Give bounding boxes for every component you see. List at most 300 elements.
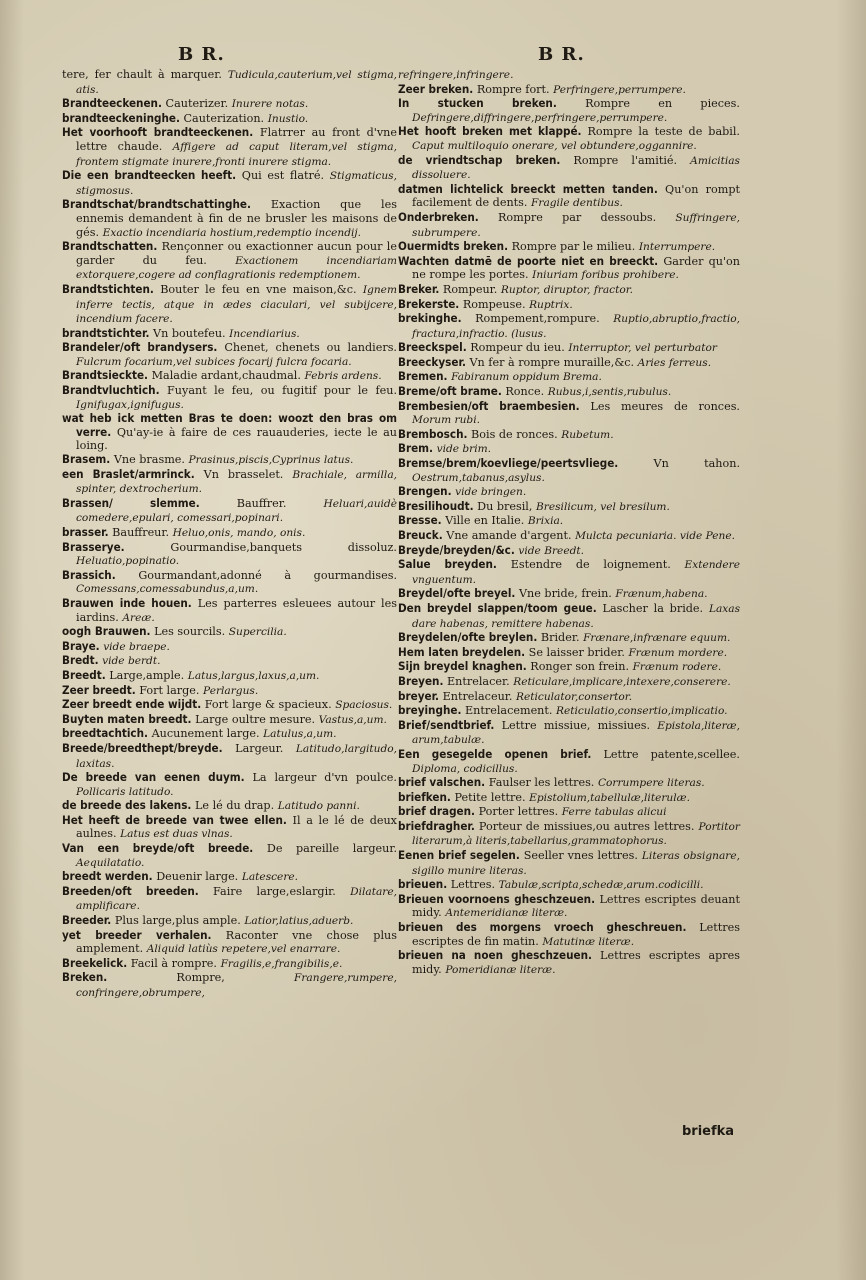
latin-gloss: vide Breedt. [518, 544, 584, 557]
headword: Zeer breedt. [62, 682, 136, 697]
headword: Zeer breken. [398, 81, 474, 96]
french-gloss: Rompre l'amitié. [573, 153, 678, 167]
headword: Brassich. [62, 567, 116, 582]
dictionary-entry [398, 341, 740, 356]
french-gloss: Large,ample. [109, 668, 185, 682]
headword: Brandtvluchtich. [62, 383, 160, 398]
dictionary-entry [62, 625, 397, 640]
headword: breedtachtich. [62, 726, 148, 741]
french-gloss: Rençonner ou exactionner aucun pour le garder du feu. [76, 240, 397, 267]
headword: datmen lichtelick breeckt metten tanden. [398, 181, 658, 196]
french-gloss: Rompeur. [442, 282, 498, 296]
headword: Bredt. [62, 653, 99, 668]
headword: Brembesien/oft braembesien. [398, 398, 580, 413]
headword: Het heeft de breede van twee ellen. [62, 812, 287, 827]
dictionary-entry [398, 514, 740, 529]
headword: Breeckspel. [398, 340, 467, 355]
latin-gloss: Extendere vnguentum. [412, 559, 740, 586]
dictionary-entry [62, 169, 397, 198]
latin-gloss: Incendiarius. [229, 327, 300, 340]
dictionary-entry [62, 654, 397, 669]
french-gloss: Flatrrer au front d'vne lettre chaude. [76, 126, 397, 153]
dictionary-entry [62, 526, 397, 541]
dictionary-entry [398, 529, 740, 544]
french-gloss: Lettres escriptes apres midy. [412, 949, 741, 976]
french-gloss: Gourmandise,banquets dissoluz. [170, 540, 397, 554]
latin-gloss: Ferre tabulas alicui [561, 806, 667, 819]
latin-gloss: Spaciosus. [335, 699, 393, 712]
latin-gloss: Suffringere, subrumpere. [412, 211, 740, 239]
french-gloss: Fort large & spacieux. [204, 698, 332, 712]
french-gloss: Les parterres esleuees autour les iardins. [76, 596, 397, 624]
latin-gloss: Brixia. [527, 515, 564, 528]
headword: Zeer breedt ende wijdt. [62, 697, 202, 712]
headword: Breydelen/ofte breylen. [398, 630, 538, 645]
dictionary-entry [398, 97, 740, 125]
dictionary-entry [62, 684, 397, 699]
latin-gloss: Ruptor, diruptor, fractor. [500, 283, 633, 296]
french-gloss: Exaction que les ennemis demandent à fin de ne brusler les maisons de gés. [76, 198, 397, 239]
latin-gloss: Prasinus,piscis,Cyprinus latus. [188, 454, 354, 467]
french-gloss: Vn brasselet. [203, 467, 284, 481]
headword: Het voorhooft brandteeckenen. [62, 125, 254, 140]
dictionary-entry [398, 921, 740, 949]
french-gloss: Lettres escriptes de fin matin. [412, 921, 740, 948]
dictionary-entry [398, 878, 740, 893]
headword: Die een brandteecken heeft. [62, 168, 237, 183]
french-gloss: La largeur d'vn poulce. [252, 771, 397, 785]
latin-gloss: Morum rubi. [412, 414, 480, 427]
french-gloss: Maladie ardant,chaudmal. [151, 369, 301, 383]
right-column [398, 68, 740, 977]
headword: Bremse/brem/koevliege/peertsvliege. [398, 456, 619, 471]
dictionary-entry [398, 791, 740, 806]
latin-gloss: Fabiranum oppidum Brema. [451, 371, 602, 384]
french-gloss: Faire large,eslargir. [213, 884, 336, 898]
headword: Breme/oft brame. [398, 384, 502, 399]
dictionary-entry [62, 283, 397, 327]
dictionary-entry [62, 68, 397, 97]
dictionary-entry [398, 690, 740, 705]
headword: Brengen. [398, 484, 452, 499]
catchword: briefka [682, 1124, 735, 1139]
headword: Sijn breydel knaghen. [398, 659, 527, 674]
dictionary-entry [398, 255, 740, 283]
headword: Brandtstichten. [62, 281, 154, 296]
dictionary-entry [62, 369, 397, 384]
headword: brekinghe. [398, 311, 462, 326]
french-gloss: Lettre missiue, missiues. [501, 718, 651, 732]
headword: yet breeder verhalen. [62, 927, 212, 942]
dictionary-entry [398, 776, 740, 791]
french-gloss: Bois de ronces. [471, 427, 558, 441]
french-gloss: Vn boutefeu. [153, 326, 226, 340]
headword: oogh Brauwen. [62, 624, 151, 639]
headword: briefdragher. [398, 818, 475, 833]
french-gloss: Bouter le feu en vne maison,&c. [160, 282, 357, 296]
french-gloss: Porter lettres. [478, 805, 559, 819]
latin-gloss: Fulcrum focarium,vel subices focarij fulcra focaria. [76, 355, 352, 368]
dictionary-entry [62, 669, 397, 684]
latin-gloss: Latus est duas vlnas. [120, 828, 233, 841]
headword: Brieuen voornoens gheschzeuen. [398, 891, 596, 906]
headword: Breede/breedthept/breyde. [62, 740, 223, 755]
latin-gloss: Corrumpere literas. [597, 777, 705, 790]
french-gloss: Ronger son frein. [530, 660, 630, 674]
latin-gloss: Dilatare, amplificare. [76, 885, 397, 913]
headword: Breken. [62, 970, 108, 985]
running-head-right: B R. [538, 44, 585, 65]
dictionary-entry [62, 885, 397, 914]
latin-gloss: Iniuriam foribus prohibere. [532, 269, 679, 282]
latin-gloss: vide braepe. [103, 640, 170, 653]
french-gloss: Rompement,rompure. [475, 312, 600, 326]
latin-gloss: Latitudo,largitudo, laxitas. [76, 742, 398, 770]
french-gloss: Estendre de loignement. [510, 558, 671, 572]
latin-gloss: Frænum rodere. [632, 661, 722, 674]
latin-gloss: Inurere notas. [231, 98, 309, 111]
french-gloss: Rompre en pieces. [585, 97, 740, 111]
dictionary-entry [398, 675, 740, 690]
headword: Hem laten breydelen. [398, 644, 526, 659]
french-gloss: Entrelaceur. [442, 689, 513, 703]
headword: de breede des lakens. [62, 798, 192, 813]
headword: Het hooft breken met klappé. [398, 124, 582, 139]
french-gloss: Gourmandant,adonné à gourmandises. [138, 568, 398, 582]
latin-gloss: Portitor literarum,à literis,tabellarius,grammatophorus. [412, 820, 740, 848]
latin-gloss: Oestrum,tabanus,asylus. [412, 471, 545, 484]
latin-gloss: Vastus,a,um. [318, 713, 387, 726]
dictionary-entry [62, 870, 397, 885]
french-gloss: Vne brasme. [113, 453, 185, 467]
dictionary-entry [62, 640, 397, 655]
latin-gloss: Reticulator,consertor. [516, 690, 633, 703]
latin-gloss: Heluari,auidè comedere,epulari, comessari,popinari. [76, 497, 397, 525]
french-gloss: Le lé du drap. [194, 799, 275, 813]
dictionary-entry [398, 83, 740, 98]
dictionary-entry [62, 569, 397, 597]
dictionary-entry [398, 154, 740, 183]
latin-gloss: Laxas dare habenas, remittere habenas. [412, 602, 741, 630]
french-gloss: Lettre patente,scellee. [603, 747, 740, 761]
dictionary-entry [398, 125, 740, 153]
french-gloss: Rompre, [176, 971, 225, 985]
dictionary-entry [398, 719, 740, 748]
headword: Braye. [62, 638, 100, 653]
french-gloss: Qu'on rompt facilement de dents. [412, 182, 740, 210]
latin-gloss: Heluatio,popinatio. [76, 555, 180, 568]
dictionary-entry [398, 385, 740, 400]
latin-gloss: Febris ardens. [304, 370, 382, 383]
french-gloss: Entrelacer. [447, 674, 510, 688]
headword: Brandtschat/brandtschattinghe. [62, 197, 251, 212]
dictionary-entry [398, 748, 740, 776]
french-gloss: Vn tahon. [653, 457, 740, 471]
headword: Brasem. [62, 452, 111, 467]
headword: De breede van eenen duym. [62, 770, 245, 785]
headword: briefken. [398, 789, 451, 804]
dictionary-entry [398, 68, 740, 83]
french-gloss: Fort large. [139, 683, 200, 697]
french-gloss: Seeller vnes lettres. [523, 849, 638, 863]
headword: Een gesegelde openen brief. [398, 746, 592, 761]
headword: wat heb ick metten Bras te doen: woozt den bras om verre. [62, 411, 397, 439]
dictionary-entry [62, 771, 397, 799]
latin-gloss: Rubus,i,sentis,rubulus. [547, 386, 672, 399]
latin-gloss: Frænare,infrænare equum. [583, 632, 731, 645]
latin-gloss: Tabulæ,scripta,schedæ,arum.codicilli. [498, 879, 704, 892]
headword: Buyten maten breedt. [62, 711, 192, 726]
dictionary-entry [62, 240, 397, 283]
french-gloss: Du bresil, [477, 499, 533, 513]
dictionary-entry [62, 412, 397, 453]
dictionary-entry [398, 646, 740, 661]
latin-gloss: Brachiale, armilla, spinter, dextrocherium. [76, 468, 398, 496]
dictionary-entry [398, 428, 740, 443]
french-gloss: Large oultre mesure. [195, 712, 316, 726]
french-gloss: Ronce. [505, 385, 545, 399]
french-gloss: De pareille largeur. [266, 842, 398, 856]
french-gloss: Il a le lé de deux aulnes. [76, 813, 397, 841]
french-gloss: Fuyant le feu, ou fugitif pour le feu. [167, 384, 398, 398]
latin-gloss: Reticulare,implicare,intexere,conserere. [513, 675, 731, 688]
latin-gloss: Frænum mordere. [628, 646, 728, 659]
dictionary-entry [398, 485, 740, 500]
dictionary-entry [398, 631, 740, 646]
headword: Breyde/breyden/&c. [398, 542, 515, 557]
headword: Brassen/ slemme. [62, 495, 200, 510]
latin-gloss: Fragilis,e,frangibilis,e. [220, 957, 343, 970]
french-gloss: Ville en Italie. [445, 514, 525, 528]
headword: Brandtschatten. [62, 239, 158, 254]
latin-gloss: Supercilia. [228, 626, 287, 639]
latin-gloss: Tudicula,cauterium,vel stigma, atis. [76, 69, 398, 96]
french-gloss: Facil à rompre. [130, 956, 217, 970]
dictionary-entry [398, 298, 740, 313]
french-gloss: Bauffrer. [236, 496, 287, 510]
latin-gloss: Literas obsignare, sigillo munire literas. [412, 850, 740, 877]
latin-gloss: Reticulatio,consertio,implicatio. [556, 705, 728, 718]
latin-gloss: Interrumpere. [638, 241, 716, 254]
headword: Brandtsieckte. [62, 368, 149, 383]
headword: In stucken breken. [398, 96, 557, 111]
headword: Brandteeckenen. [62, 96, 162, 111]
dictionary-entry [398, 356, 740, 371]
french-gloss: Aucunement large. [151, 727, 260, 741]
dictionary-entry [398, 400, 740, 428]
headword: Breeder. [62, 913, 112, 928]
french-gloss: Largeur. [235, 741, 284, 755]
headword: Brem. [398, 441, 434, 456]
page-edge-shadow [836, 0, 866, 1280]
headword: Brandeler/oft brandysers. [62, 340, 218, 355]
headword: brasser. [62, 525, 109, 539]
dictionary-entry [398, 370, 740, 385]
latin-gloss: Frangere,rumpere, confringere,obrumpere, [76, 972, 398, 999]
latin-gloss: Frænum,habena. [615, 588, 708, 601]
latin-gloss: Latus,largus,laxus,a,um. [187, 669, 320, 682]
dictionary-entry [62, 384, 397, 412]
dictionary-entry [62, 814, 397, 842]
dictionary-entry [62, 842, 397, 870]
headword: breyinghe. [398, 703, 462, 718]
latin-gloss: Affigere ad caput literam,vel stigma, frontem stigmate inurere,fronti inurere stigma. [76, 140, 397, 168]
french-gloss: Rompre la teste de babil. [587, 125, 740, 139]
headword: brief valschen. [398, 775, 486, 790]
left-column [62, 68, 397, 1001]
dictionary-entry [398, 893, 740, 921]
latin-gloss: Latior,latius,aduerb. [244, 915, 354, 928]
french-gloss: Rompre fort. [476, 82, 550, 96]
latin-gloss: Inustio. [267, 112, 309, 125]
headword: Breyen. [398, 673, 444, 688]
french-gloss: Rompre par le milieu. [511, 240, 636, 254]
headword: breyer. [398, 688, 440, 703]
dictionary-entry [398, 312, 740, 341]
latin-gloss: Bresilicum, vel bresilum. [536, 500, 670, 513]
french-gloss: Lascher la bride. [602, 601, 704, 615]
page-gutter-shadow [0, 0, 24, 1280]
running-head-left: B R. [178, 44, 225, 65]
dictionary-entry [62, 327, 397, 342]
latin-gloss: Epistolium,tabellulæ,literulæ. [529, 791, 690, 804]
latin-gloss: Mulcta pecuniaria. vide Pene. [575, 530, 736, 542]
french-gloss: Faulser les lettres. [488, 776, 595, 790]
dictionary-entry [398, 183, 740, 211]
headword: Breekelick. [62, 955, 128, 970]
headword: Salue breyden. [398, 557, 497, 572]
latin-gloss: Caput multiloquio onerare, vel obtundere,oggannire. [412, 139, 697, 152]
latin-gloss: Aliquid latiùs repetere,vel enarrare. [146, 943, 341, 956]
dictionary-entry [62, 112, 397, 127]
headword: Onderbreken. [398, 209, 479, 224]
dictionary-entry [62, 799, 397, 814]
french-gloss: Brider. [540, 631, 580, 645]
latin-gloss: vide brim. [436, 443, 492, 456]
headword: Breuck. [398, 528, 443, 542]
dictionary-entry [62, 727, 397, 742]
latin-gloss: Interruptor, vel perturbator [568, 342, 717, 355]
dictionary-entry [62, 126, 397, 169]
dictionary-entry [62, 929, 397, 957]
latin-gloss: Ruptio,abruptio,fractio, fractura,infractio. (lusus. [412, 313, 741, 340]
headword: brieuen. [398, 877, 448, 892]
french-gloss: Lettres. [450, 878, 496, 892]
dictionary-entry [398, 660, 740, 675]
headword: Brief/sendtbrief. [398, 717, 495, 732]
french-gloss: Se laisser brider. [528, 645, 625, 659]
french-gloss: Garder qu'on ne rompe les portes. [412, 254, 740, 282]
headword: Ouermidts breken. [398, 239, 509, 254]
latin-gloss: Latitudo panni. [277, 800, 360, 813]
french-gloss: Plus large,plus ample. [114, 914, 241, 928]
french-gloss: Entrelacement. [464, 704, 553, 718]
french-gloss: Rompeur du ieu. [470, 341, 565, 355]
latin-gloss: Exactio incendiaria hostium,redemptio incendij. [102, 226, 362, 239]
french-gloss: Deuenir large. [156, 870, 239, 884]
headword: Breydel/ofte breyel. [398, 586, 516, 601]
french-gloss: Vn fer à rompre muraille,&c. [469, 355, 635, 369]
latin-gloss: vide bringen. [455, 486, 527, 499]
headword: een Braslet/armrinck. [62, 466, 195, 481]
french-gloss: Chenet, chenets ou landiers. [224, 341, 397, 355]
dictionary-entry [398, 949, 740, 977]
french-gloss: Rompre par dessoubs. [497, 210, 657, 224]
headword: Bresse. [398, 513, 442, 528]
headword: Wachten datmē de poorte niet en breeckt. [398, 253, 659, 268]
latin-gloss: Pomeridianæ literæ. [445, 963, 556, 976]
headword: Brembosch. [398, 426, 468, 441]
latin-gloss: Latescere. [241, 871, 299, 884]
headword: Den breydel slappen/toom geue. [398, 600, 597, 615]
latin-gloss: Perfringere,perrumpere. [553, 83, 686, 96]
dictionary-entry [398, 500, 740, 515]
latin-gloss: Pollicaris latitudo. [76, 785, 174, 798]
french-gloss: Les meures de ronces. [590, 399, 740, 413]
dictionary-entry [398, 602, 740, 631]
latin-gloss: Epistola,literæ, arum,tabulæ. [412, 719, 741, 747]
dictionary-entry [398, 442, 740, 457]
french-gloss: Vne amande d'argent. [446, 529, 572, 542]
french-gloss: Lettres escriptes deuant midy. [412, 892, 740, 920]
dictionary-entry [62, 341, 397, 369]
headword: brief dragen. [398, 804, 476, 819]
french-gloss: Qui est flatré. [241, 169, 325, 183]
latin-gloss: Aries ferreus. [637, 356, 712, 369]
headword: Bresilihoudt. [398, 498, 474, 513]
latin-gloss: Ignem inferre tectis, atque in ædes ciaculari, vel subijcere, incendium facere. [76, 283, 397, 326]
latin-gloss: Latulus,a,um. [263, 728, 337, 741]
latin-gloss: Aequilatatio. [76, 856, 145, 869]
headword: Brekerste. [398, 296, 460, 311]
latin-gloss: Diploma, codicillus. [412, 762, 518, 775]
latin-gloss: Areæ. [122, 611, 155, 624]
headword: Breeckyser. [398, 354, 466, 369]
french-gloss: Les sourcils. [154, 625, 226, 639]
latin-gloss: Heluo,onis, mando, onis. [172, 527, 306, 539]
french-gloss: tere, fer chault à marquer. [62, 68, 222, 81]
latin-gloss: Fragile dentibus. [531, 197, 623, 210]
latin-gloss: Ignifugax,ignifugus. [76, 398, 184, 411]
dictionary-entry [62, 198, 397, 240]
headword: brandteeckeninghe. [62, 110, 180, 125]
dictionary-entry [62, 597, 397, 625]
latin-gloss: vide berdt. [102, 655, 161, 668]
headword: Brasserye. [62, 539, 125, 554]
french-gloss: Rompeuse. [462, 297, 526, 311]
dictionary-entry [398, 457, 740, 485]
headword: Eenen brief segelen. [398, 848, 520, 863]
dictionary-entry [62, 541, 397, 569]
headword: brieuen na noen gheschzeuen. [398, 948, 592, 963]
dictionary-entry [62, 957, 397, 972]
dictionary-entry [398, 240, 740, 255]
headword: Van een breyde/oft breede. [62, 841, 254, 856]
latin-gloss: Stigmaticus, stigmosus. [76, 170, 397, 197]
latin-gloss: Exactionem incendiariam extorquere,cogere ad conflagrationis redemptionem. [76, 254, 397, 282]
dictionary-entry [62, 453, 397, 468]
dictionary-entry [398, 558, 740, 587]
dictionary-entry [398, 211, 740, 240]
dictionary-entry [62, 914, 397, 929]
headword: brandtstichter. [62, 325, 150, 340]
french-gloss: Cauterizer. [165, 97, 229, 111]
latin-gloss: Matutinæ literæ. [542, 935, 635, 948]
french-gloss: Cauterization. [183, 111, 265, 125]
headword: breedt werden. [62, 869, 153, 884]
latin-gloss: Antemeridianæ literæ. [445, 907, 568, 920]
headword: Brauwen inde houen. [62, 595, 192, 610]
